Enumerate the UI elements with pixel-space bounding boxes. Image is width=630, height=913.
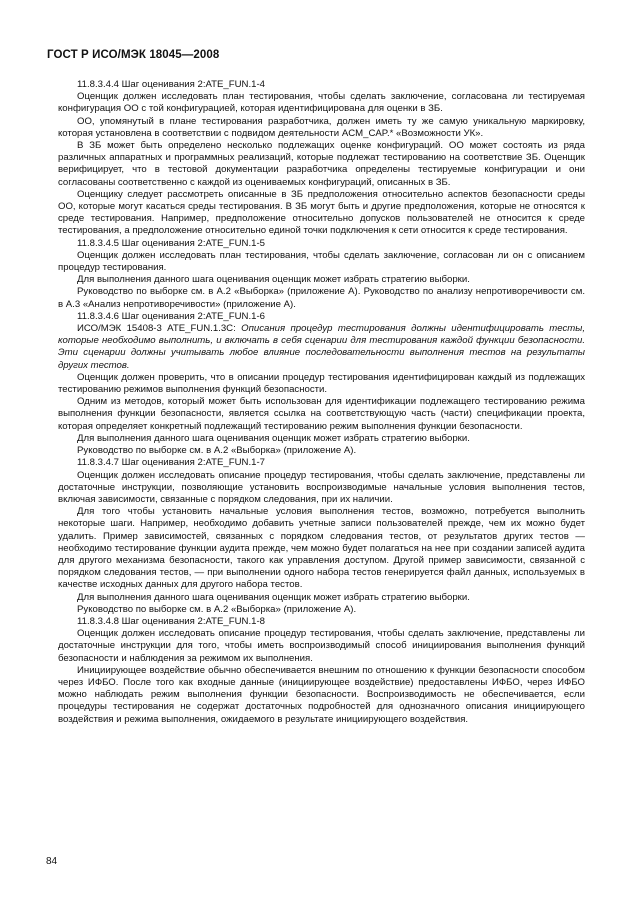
paragraph: Оценщик должен исследовать описание процедур тестирования, чтобы сделать заключение, представлены ли достаточные инструкции для того, чтобы иметь воспроизводимый способ инициирования выполнения функций безопасности и наблюдения за режимом их выполнения. bbox=[58, 628, 585, 664]
paragraph: Руководство по выборке см. в А.2 «Выборка» (приложение А). Руководство по анализу непротиворечивости см. в А.3 «Анализ непротиворечивости» (приложение А). bbox=[58, 286, 585, 310]
body-text bbox=[58, 79, 585, 726]
paragraph: В ЗБ может быть определено несколько подлежащих оценке конфигураций. ОО может состоять из ряда различных аппаратных и программных реализаций, которые подлежат тестированию на соответствие ЗБ. Оценщик верифицирует, что в тестовой документации разработчика определены тестируемые конфигурации и они согласованы соответственно с каждой из оцениваемых конфигураций, описанных в ЗБ. bbox=[58, 140, 585, 188]
paragraph: Для того чтобы установить начальные условия выполнения тестов, возможно, потребуется выполнить некоторые шаги. Например, необходимо добавить учетные записи пользователей прежде, чем их можно будет удалить. Пример зависимостей, связанных с порядком следования тестов, от результатов других тестов — необходимо тестирование функции аудита прежде, чем можно будет полагаться на нее при создании записей аудита для другого механизма безопасности, такого как управления доступом. Другой пример зависимости, связанной с порядком следования тестов, — при выполнении одного набора тестов генерируется файл данных, используемых в качестве исходных данных для другого набора тестов. bbox=[58, 506, 585, 591]
paragraph: Оценщик должен исследовать описание процедур тестирования, чтобы сделать заключение, представлены ли достаточные инструкции, позволяющие установить воспроизводимые начальные условия выполнения тестов, включая зависимости, связанные с порядком следования, при их наличии. bbox=[58, 469, 585, 505]
paragraph: Оценщик должен исследовать план тестирования, чтобы сделать заключение, согласована ли тестируемая конфигурация ОО с той конфигурацией, которая идентифицирована для оценки в ЗБ. bbox=[58, 91, 585, 115]
paragraph: Оценщик должен исследовать план тестирования, чтобы сделать заключение, согласован ли он с описанием процедур тестирования. bbox=[58, 249, 585, 274]
paragraph: Руководство по выборке см. в А.2 «Выборка» (приложение А). bbox=[77, 603, 357, 615]
step-heading: 11.8.3.4.7 Шаг оценивания 2:ATE_FUN.1-7 bbox=[77, 457, 266, 469]
paragraph: Для выполнения данного шага оценивания оценщик может избрать стратегию выборки. bbox=[77, 274, 470, 286]
paragraph: Для выполнения данного шага оценивания оценщик может избрать стратегию выборки. bbox=[77, 591, 470, 603]
requirement-quote bbox=[58, 323, 585, 372]
paragraph: Оценщику следует рассмотреть описанные в ЗБ предположения относительно аспектов безопасности среды ОО, которые могут касаться среды тестирования. В ЗБ могут быть и другие предположения, которые не относятся к среде тестирования. Например, предположение относительно допусков пользователей не относится к среде тестирования, а предположение относительно единой точки подключения к сети относится к среде тестирования. bbox=[58, 188, 585, 237]
step-heading: 11.8.3.4.8 Шаг оценивания 2:ATE_FUN.1-8 bbox=[77, 615, 266, 627]
paragraph: Для выполнения данного шага оценивания оценщик может избрать стратегию выборки. bbox=[77, 432, 470, 444]
step-heading: 11.8.3.4.5 Шаг оценивания 2:ATE_FUN.1-5 bbox=[77, 237, 266, 249]
paragraph: ОО, упомянутый в плане тестирования разработчика, должен иметь ту же самую уникальную маркировку, которая установлена в соответствии с подвидом деятельности ACM_CAP.* «Возможности УК». bbox=[58, 115, 585, 139]
paragraph: Руководство по выборке см. в А.2 «Выборка» (приложение А). bbox=[77, 445, 357, 457]
paragraph: Оценщик должен проверить, что в описании процедур тестирования идентифицирован каждый из подлежащих тестированию режимов выполнения функций безопасности. bbox=[58, 371, 585, 396]
page-number: 84 bbox=[46, 856, 58, 867]
step-heading: 11.8.3.4.4 Шаг оценивания 2:ATE_FUN.1-4 bbox=[77, 79, 266, 90]
requirement-text: Описания процедур тестирования должны идентифицировать тесты, которые необходимо выполнить, и включать в себя сценарии для тестирования каждой функции безопасности. Эти сценарии должны учитывать любое влияние последовательности выполнения тестов на результаты других тестов. bbox=[58, 323, 586, 371]
running-header: ГОСТ Р ИСО/МЭК 18045—2008 bbox=[47, 49, 220, 61]
paragraph: Одним из методов, который может быть использован для идентификации подлежащего тестированию режима выполнения функции безопасности, является ссылка на соответствующую часть (части) спецификации проекта, которая определяет конкретный подлежащий тестированию режим выполнения функции безопасности. bbox=[58, 396, 585, 432]
requirement-reference: ИСО/МЭК 15408-3 ATE_FUN.1.3С: bbox=[77, 323, 242, 335]
paragraph: Инициирующее воздействие обычно обеспечивается внешним по отношению к функции безопасности способом через ИФБО. После того как входные данные (инициирующее воздействие) предоставлены ИФБО, через ИФБО можно наблюдать режим выполнения функции безопасности. Воспроизводимость не обеспечивается, если процедуры тестирования не содержат достаточных подробностей для однозначного описания инициирующего воздействия и режима выполнения, ожидаемого в результате инициирующего воздействия. bbox=[58, 664, 585, 725]
step-heading: 11.8.3.4.6 Шаг оценивания 2:ATE_FUN.1-6 bbox=[77, 310, 266, 322]
